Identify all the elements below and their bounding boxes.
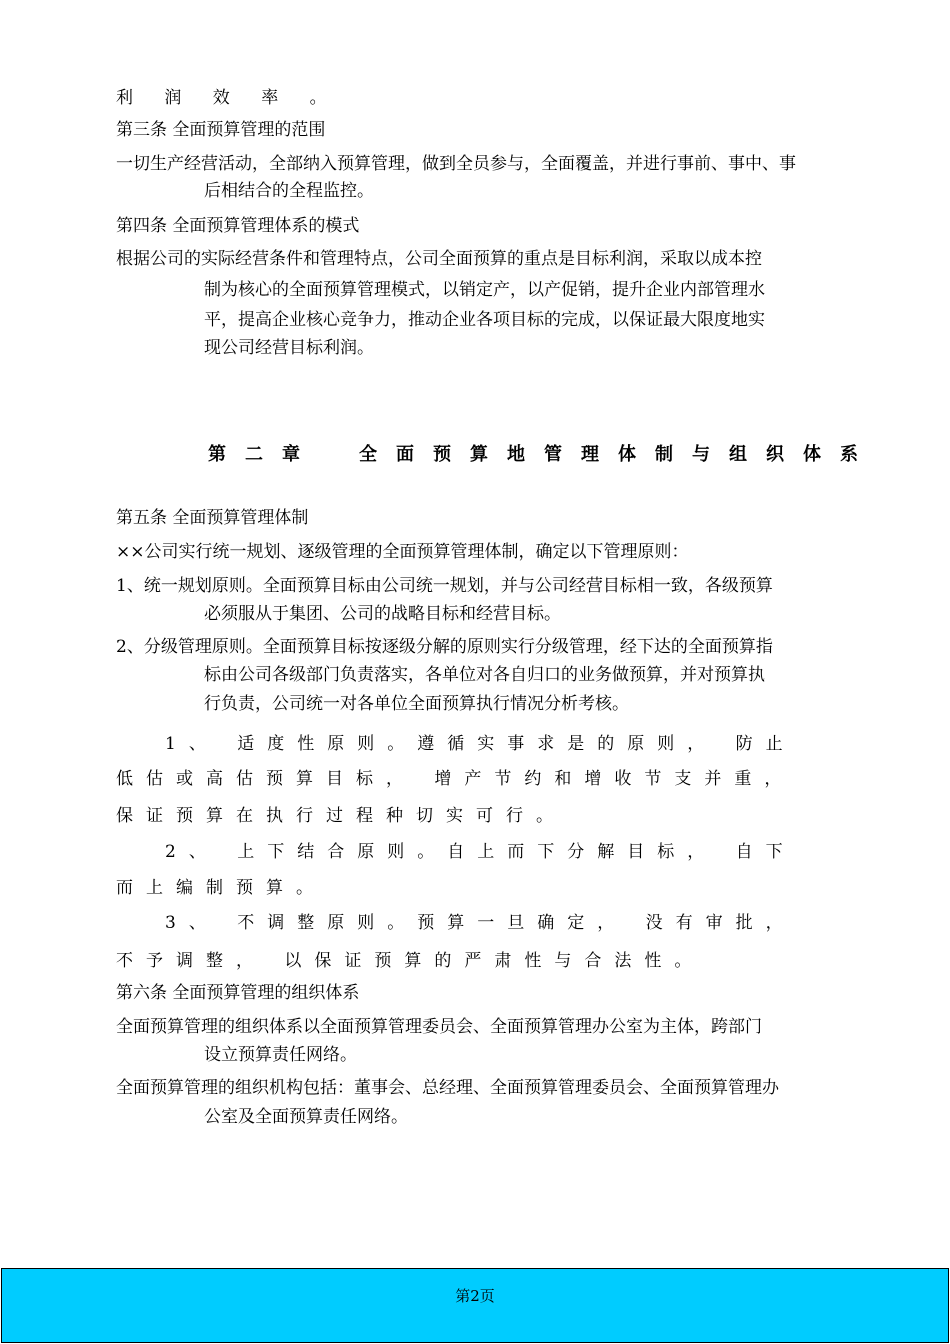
page-footer	[1, 1268, 949, 1343]
text-line: 必须服从于集团、公司的战略目标和经营目标。	[204, 604, 561, 624]
text-line: 保证预算在执行过程种切实可行。	[116, 806, 566, 826]
chapter-title	[208, 440, 877, 466]
text-line: 而上编制预算。	[116, 878, 326, 898]
text-line: 1、统一规划原则。全面预算目标由公司统一规划，并与公司经营目标相一致，各级预算	[116, 576, 773, 596]
text-line: ××公司实行统一规划、逐级管理的全面预算管理体制，确定以下管理原则：	[116, 542, 689, 562]
article-heading: 第三条 全面预算管理的范围	[116, 120, 326, 140]
text-line: 标由公司各级部门负责落实，各单位对各自归口的业务做预算，并对预算执	[204, 665, 765, 685]
text-line: 一切生产经营活动，全部纳入预算管理，做到全员参与，全面覆盖，并进行事前、事中、事	[116, 154, 796, 174]
text-line: 全面预算管理的组织体系以全面预算管理委员会、全面预算管理办公室为主体，跨部门	[116, 1017, 762, 1037]
text-line: 现公司经营目标利润。	[204, 338, 374, 358]
text-line: 2、分级管理原则。全面预算目标按逐级分解的原则实行分级管理，经下达的全面预算指	[116, 637, 773, 657]
text-line: 2、 上下结合原则。自上而下分解目标， 自下	[165, 842, 796, 862]
chapter-heading: 全面预算地管理体制与组织体系	[359, 444, 877, 465]
text-line: 3、 不调整原则。预算一旦确定， 没有审批，	[165, 913, 796, 933]
text-line: 根据公司的实际经营条件和管理特点，公司全面预算的重点是目标利润，采取以成本控	[116, 249, 762, 269]
chapter-number: 第二章	[208, 444, 319, 465]
text-line: 制为核心的全面预算管理模式，以销定产，以产促销，提升企业内部管理水	[204, 280, 765, 300]
text-line: 后相结合的全程监控。	[204, 181, 374, 201]
article-heading: 第四条 全面预算管理体系的模式	[116, 216, 360, 236]
text-line: 行负责，公司统一对各单位全面预算执行情况分析考核。	[204, 694, 629, 714]
article-heading: 第五条 全面预算管理体制	[116, 508, 309, 528]
text-line: 全面预算管理的组织机构包括：董事会、总经理、全面预算管理委员会、全面预算管理办	[116, 1078, 779, 1098]
text-line: 利 润 效 率 。	[116, 88, 340, 108]
text-line: 公室及全面预算责任网络。	[204, 1107, 408, 1127]
text-line: 低估或高估预算目标， 增产节约和增收节支并重，	[116, 769, 795, 789]
text-line: 不予调整， 以保证预算的严肃性与合法性。	[116, 951, 705, 971]
text-line: 设立预算责任网络。	[204, 1045, 357, 1065]
article-heading: 第六条 全面预算管理的组织体系	[116, 983, 360, 1003]
text-line: 平，提高企业核心竞争力，推动企业各项目标的完成，以保证最大限度地实	[204, 310, 765, 330]
page-number: 第2页	[455, 1287, 495, 1305]
text-line: 1、 适度性原则。遵循实事求是的原则， 防止	[165, 734, 796, 754]
